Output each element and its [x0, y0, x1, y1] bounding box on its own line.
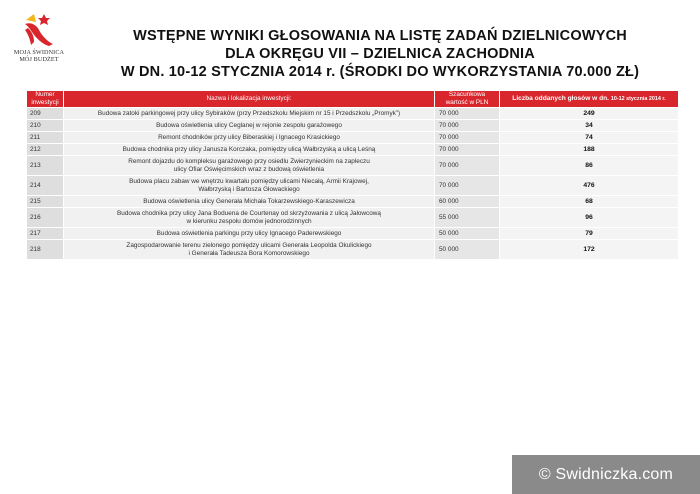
table-row — [27, 156, 678, 175]
title-line-3: W DN. 10-12 STYCZNIA 2014 r. (ŚRODKI DO WYKORZYSTANIA 70.000 ZŁ) — [120, 64, 640, 80]
row-name-line2: Wałbrzyską i Bartosza Głowackiego — [198, 185, 300, 193]
row-name-line1: Budowa chodnika przy ulicy Janusza Korczaka, pomiędzy ulicą Wałbrzyską a ulicą Leśną — [122, 145, 376, 153]
header-cost-line2: wartość w PLN — [445, 99, 489, 106]
city-crest-icon — [22, 12, 56, 48]
header-number-line2: inwestycji — [31, 99, 59, 106]
table-header-row — [27, 91, 678, 107]
row-votes: 172 — [500, 240, 678, 259]
table-row — [27, 176, 678, 195]
row-cost: 70 000 — [435, 108, 499, 119]
row-name-line1: Remont chodników przy ulicy Biberaskiej i Ignacego Krasickiego — [158, 133, 340, 141]
row-name-line1: Budowa oświetlenia parkingu przy ulicy Ignacego Paderewskiego — [156, 229, 342, 237]
row-number: 217 — [27, 228, 63, 239]
row-name-line2: ulicy Ofiar Oświęcimskich wraz z budową oświetlenia — [173, 165, 325, 173]
row-votes: 34 — [500, 120, 678, 131]
header-number-line1: Numer — [35, 91, 55, 98]
row-number: 210 — [27, 120, 63, 131]
row-votes: 476 — [500, 176, 678, 195]
results-table — [26, 90, 679, 260]
title-line-1: WSTĘPNE WYNIKI GŁOSOWANIA NA LISTĘ ZADAŃ DZIELNICOWYCH — [133, 28, 627, 44]
title-line-2: DLA OKRĘGU VII – DZIELNICA ZACHODNIA — [225, 46, 535, 62]
row-cost: 70 000 — [435, 156, 499, 175]
row-number: 212 — [27, 144, 63, 155]
table-row — [27, 132, 678, 143]
row-cost: 55 000 — [435, 208, 499, 227]
row-name — [64, 240, 434, 259]
row-name — [64, 144, 434, 155]
row-number: 214 — [27, 176, 63, 195]
table-row — [27, 120, 678, 131]
header-votes-small: 10-12 stycznia 2014 r. — [610, 96, 666, 102]
logo — [8, 12, 70, 68]
watermark: © Swidniczka.com — [512, 455, 700, 494]
row-number: 211 — [27, 132, 63, 143]
header-cost — [435, 91, 499, 107]
row-name-line1: Budowa oświetlenia ulicy Ceglanej w rejonie zespołu garażowego — [156, 121, 342, 129]
row-votes: 188 — [500, 144, 678, 155]
row-votes: 96 — [500, 208, 678, 227]
header-votes-main: Liczba oddanych głosów w dn. — [512, 95, 610, 102]
row-number: 209 — [27, 108, 63, 119]
row-name — [64, 108, 434, 119]
row-number: 218 — [27, 240, 63, 259]
row-votes: 249 — [500, 108, 678, 119]
header-number — [27, 91, 63, 107]
table-row — [27, 108, 678, 119]
row-name-line2: i Generała Tadeusza Bora Komorowskiego — [188, 249, 310, 257]
logo-text-line2: MÓJ BUDŻET — [19, 56, 59, 63]
row-number: 215 — [27, 196, 63, 207]
page-title — [80, 27, 680, 81]
table-row — [27, 144, 678, 155]
row-name — [64, 120, 434, 131]
row-name-line2: w kierunku zespołu domów jednorodzinnych — [186, 217, 312, 225]
row-votes: 74 — [500, 132, 678, 143]
table-row — [27, 228, 678, 239]
header-cost-line1: Szacunkowa — [448, 91, 486, 98]
row-name — [64, 132, 434, 143]
row-votes: 86 — [500, 156, 678, 175]
row-number: 213 — [27, 156, 63, 175]
row-cost: 60 000 — [435, 196, 499, 207]
row-name-line1: Budowa zatoki parkingowej przy ulicy Sybiraków (przy Przedszkolu Miejskim nr 15 i Przedszkolu „Promyk”) — [97, 109, 401, 117]
logo-text-line1: MOJA ŚWIDNICA — [13, 49, 65, 56]
row-name-line1: Zagospodarowanie terenu zielonego pomiędzy ulicami Generała Leopolda Okulickiego — [126, 241, 372, 249]
row-name-line1: Remont dojazdu do kompleksu garażowego przy osiedlu Zwierzynieckim na zapleczu — [128, 157, 370, 165]
table-row — [27, 208, 678, 227]
row-cost: 70 000 — [435, 120, 499, 131]
row-name — [64, 208, 434, 227]
row-name — [64, 156, 434, 175]
row-cost: 70 000 — [435, 144, 499, 155]
header-name: Nazwa i lokalizacja inwestycji: — [64, 91, 434, 107]
row-name — [64, 176, 434, 195]
row-cost: 70 000 — [435, 176, 499, 195]
row-name-line1: Budowa placu zabaw we wnętrzu kwartału pomiędzy ulicami Niecałą, Armii Krajowej, — [129, 177, 369, 185]
row-name-line1: Budowa chodnika przy ulicy Jana Boduena de Courtenay od skrzyżowania z ulicą Jałowcową — [117, 209, 381, 217]
header-votes — [500, 91, 678, 107]
row-votes: 79 — [500, 228, 678, 239]
row-name — [64, 228, 434, 239]
table-row — [27, 196, 678, 207]
row-number: 216 — [27, 208, 63, 227]
row-name — [64, 196, 434, 207]
row-cost: 50 000 — [435, 240, 499, 259]
row-votes: 68 — [500, 196, 678, 207]
row-name-line1: Budowa oświetlenia ulicy Generała Michała Tokarzewskiego-Karaszewicza — [143, 197, 355, 205]
row-cost: 50 000 — [435, 228, 499, 239]
row-cost: 70 000 — [435, 132, 499, 143]
table-row — [27, 240, 678, 259]
